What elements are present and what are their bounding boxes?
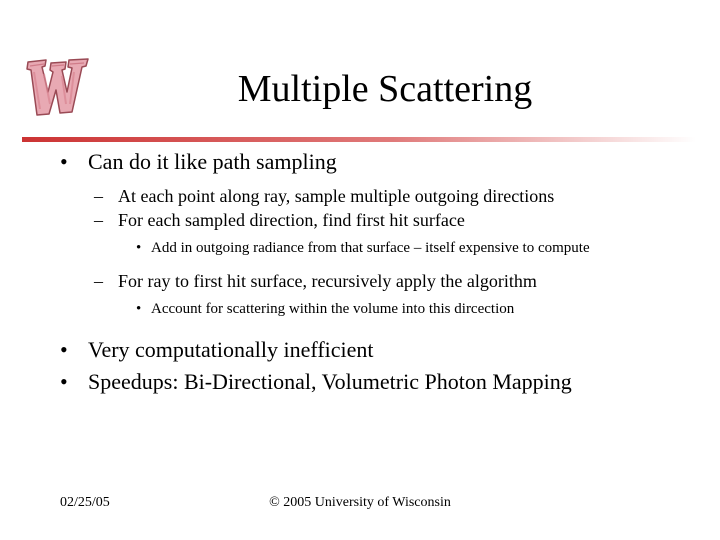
- bullet-item: [60, 366, 680, 398]
- sub-bullet-item: [60, 269, 680, 293]
- bullet-item: [60, 334, 680, 366]
- bullet-text: Speedups: Bi-Directional, Volumetric Photon Mapping: [88, 369, 572, 394]
- dash-marker: –: [94, 210, 103, 230]
- sub-bullet-item: [60, 208, 680, 232]
- wisconsin-w-logo-icon: [22, 54, 92, 120]
- bullet-marker: •: [136, 301, 142, 317]
- bullet-marker: •: [60, 337, 68, 362]
- dash-marker: –: [94, 271, 103, 291]
- bullet-text: Very computationally inefficient: [88, 337, 374, 362]
- bullet-marker: •: [60, 149, 68, 174]
- bullet-marker: •: [60, 369, 68, 394]
- bullet-marker: •: [136, 240, 142, 256]
- sub-sub-bullet-item: [60, 299, 680, 320]
- sub-bullet-text: For ray to first hit surface, recursively apply the algorithm: [118, 271, 537, 291]
- sub-sub-bullet-text: Account for scattering within the volume into this dircection: [151, 301, 515, 317]
- title-divider: [22, 129, 696, 134]
- footer-date: 02/25/05: [60, 495, 110, 510]
- sub-sub-bullet-text: Add in outgoing radiance from that surface – itself expensive to compute: [151, 240, 590, 256]
- sub-sub-bullet-item: [60, 238, 680, 259]
- bullet-list: [60, 146, 680, 398]
- bullet-text: Can do it like path sampling: [88, 149, 337, 174]
- sub-bullet-text: At each point along ray, sample multiple outgoing directions: [118, 186, 555, 206]
- slide-title: Multiple Scattering: [237, 68, 533, 110]
- dash-marker: –: [94, 186, 103, 206]
- sub-bullet-item: [60, 184, 680, 208]
- footer-copyright: © 2005 University of Wisconsin: [269, 495, 451, 510]
- sub-bullet-text: For each sampled direction, find first hit surface: [118, 210, 465, 230]
- bullet-item: [60, 146, 680, 178]
